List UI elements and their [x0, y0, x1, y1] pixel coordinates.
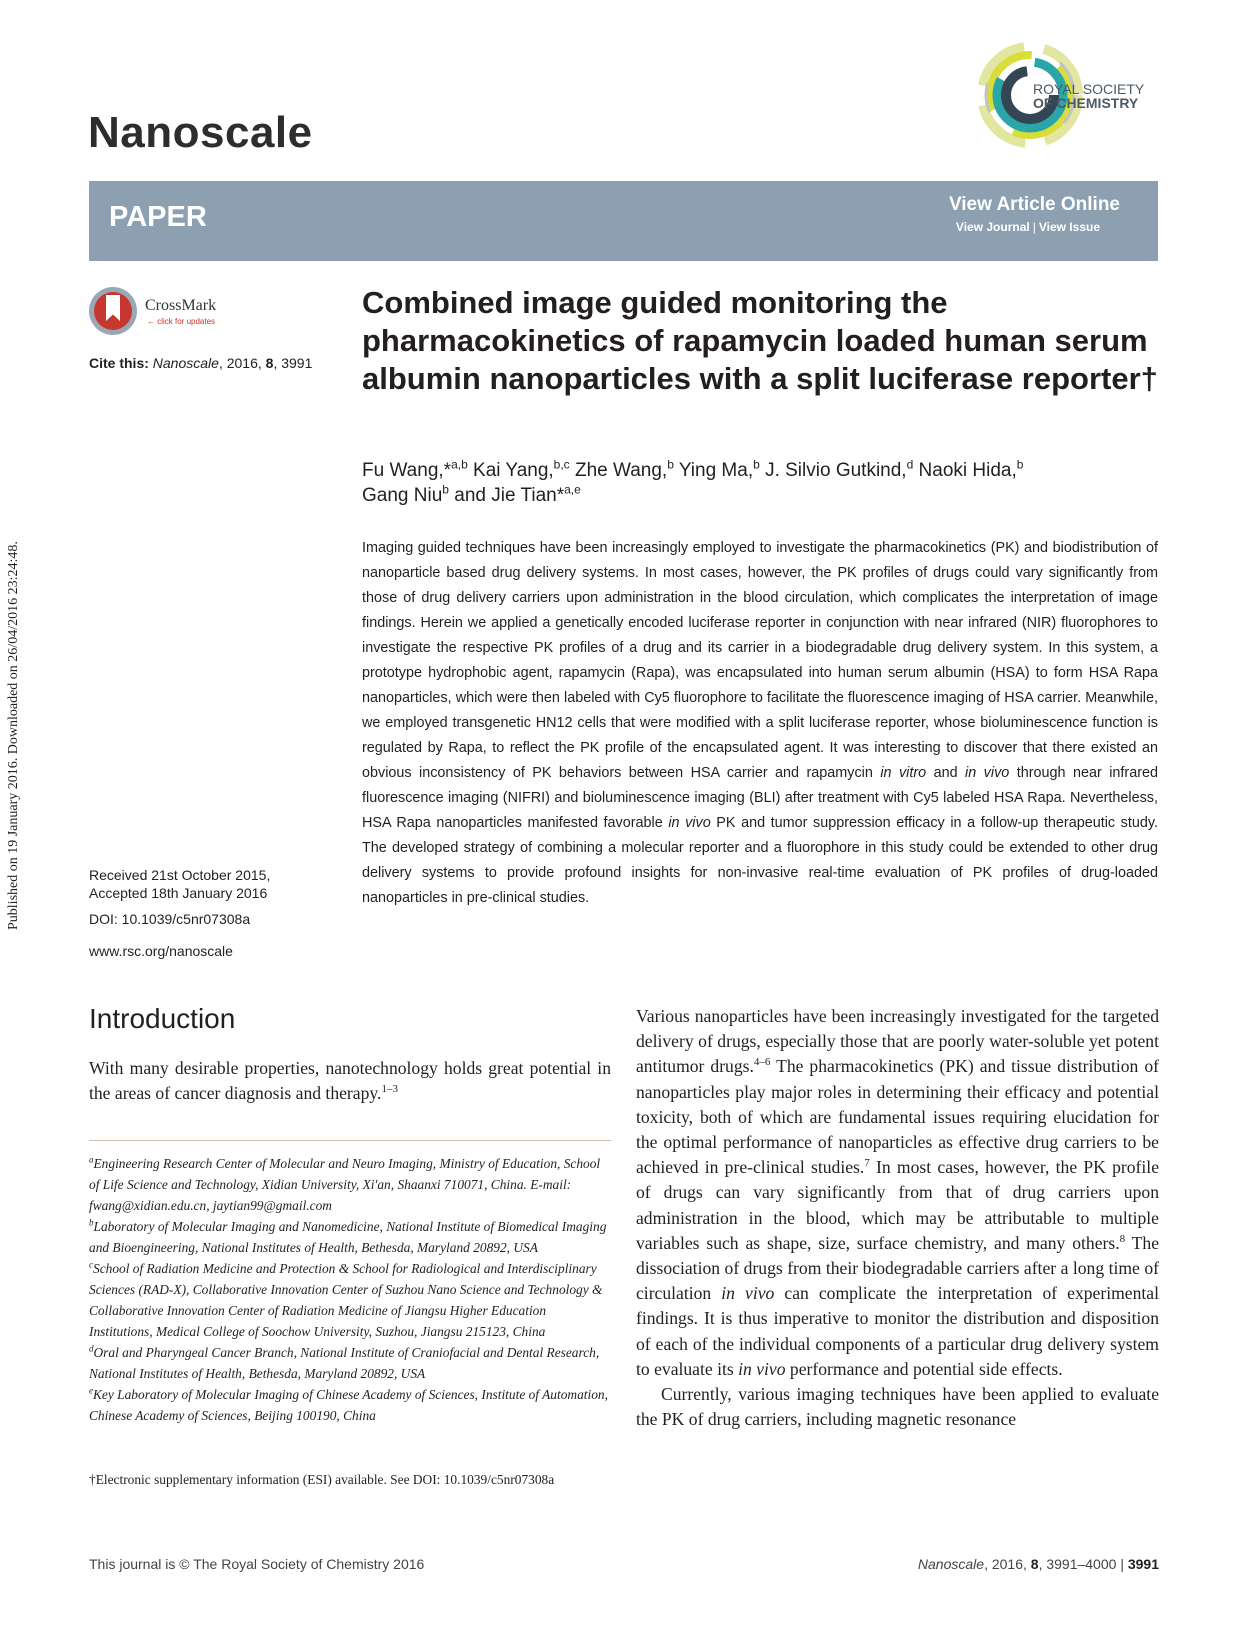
view-article-online-link[interactable]: View Article Online [948, 194, 1120, 215]
received-accepted [89, 866, 270, 902]
crossmark-badge[interactable] [89, 287, 229, 339]
introduction-heading: Introduction [89, 1003, 236, 1034]
rsc-wordmark [1033, 82, 1144, 110]
author: J. Silvio Gutkind, [765, 460, 907, 481]
author: Kai Yang, [473, 460, 554, 481]
doi[interactable]: DOI: 10.1039/c5nr07308a [89, 911, 251, 927]
received-date: Received 21st October 2015, [89, 867, 271, 883]
link-separator: | [1032, 220, 1036, 234]
affiliation-c: $^c$School of Radiation Medicine and Protection & School for Radiological and Interdisciplinary Sciences (RAD-X), Collaborative Innovation Center of Suzhou Nano Science and Technology & Collaborative Innovation Center of Radiation Medicine of Jiangsu Higher Education Institutions, Medical College of Soochow University, Suzhou, Jiangsu 215123, China [89, 1259, 603, 1339]
rsc-logo[interactable] [975, 40, 1175, 150]
author-list: Fu Wang,*$^{a,b}$ Kai Yang,$^{b,c}$ Zhe Wang,$^b$ Ying Ma,$^b$ J. Silvio Gutkind,$^d$ Naoki Hida,$^b$ Gang Niu$^b$ and Jie Tian*$^{a,e}$ [362, 457, 1024, 506]
cite-this: Cite this: Nanoscale, 2016, 8, 3991 [89, 355, 313, 371]
author: Naoki Hida, [918, 460, 1017, 481]
body-paragraph: Currently, various imaging techniques have been applied to evaluate the PK of drug carriers, including magnetic resonance [636, 1384, 1159, 1430]
footnote-divider [89, 1140, 611, 1141]
crossmark-sub: ← click for updates [147, 317, 216, 326]
section-label: PAPER [109, 201, 207, 233]
author: and Jie Tian* [454, 485, 565, 506]
footer-citation: Nanoscale, 2016, 8, 3991–4000 | 3991 [917, 1556, 1159, 1572]
view-issue-link[interactable]: View Issue [1038, 220, 1100, 234]
affiliation-d: $^d$Oral and Pharyngeal Cancer Branch, National Institute of Craniofacial and Dental Research, National Institutes of Health, Bethesda, Maryland 20892, USA [89, 1343, 600, 1381]
journal-title: Nanoscale [88, 108, 313, 157]
author: Zhe Wang, [574, 460, 668, 481]
publication-side-note: Published on 19 January 2016. Downloaded on 26/04/2016 23:24:48. [6, 541, 21, 930]
body-paragraph: Various nanoparticles have been increasingly investigated for the targeted delivery of drugs, especially those that are poorly water-soluble yet potent antitumor drugs.$^{4-6}$ The pharmacokinetics (PK) and tissue distribution of nanoparticles play major roles in determining their efficacy and potential toxicity, both of which are fundamental issues requiring elucidation for the optimal performance of nanoparticles as effective drug carriers to be achieved in pre-clinical studies.$^7$ In most cases, however, the PK profile of drugs can vary significantly from that of drug carriers upon administration in the blood, which may be attributable to multiple variables such as shape, size, surface chemistry, and many others.$^8$ The dissociation of drugs from their biodegradable carriers after a long time of circulation in vivo can complicate the interpretation of experimental findings. It is thus imperative to monitor the distribution and disposition of each of the individual components of a particular drug delivery system to evaluate its in vivo performance and potential side effects. [636, 1006, 1159, 1379]
affiliations [89, 1153, 611, 1426]
page-number: 3991 [1127, 1556, 1159, 1572]
crossmark-label: CrossMark [145, 297, 217, 314]
footer-separator: | [1120, 1556, 1124, 1572]
accepted-date: Accepted 18th January 2016 [89, 885, 268, 901]
view-journal-link[interactable]: View Journal [955, 220, 1030, 234]
affiliation-b: $^b$Laboratory of Molecular Imaging and Nanomedicine, National Institute of Biomedical Imaging and Bioengineering, National Institutes of Health, Bethesda, Maryland 20892, USA [89, 1217, 607, 1255]
journal-website-link[interactable]: www.rsc.org/nanoscale [89, 943, 233, 959]
rsc-line1: ROYAL SOCIETY [1033, 81, 1145, 97]
abstract: Imaging guided techniques have been increasingly employed to investigate the pharmacokinetics (PK) and biodistribution of nanoparticle based drug delivery systems. In most cases, however, the PK profiles of drugs could vary significantly from those of drug delivery carriers upon administration in the blood circulation, which complicates the interpretation of image findings. Herein we applied a genetically encoded luciferase reporter in conjunction with near infrared (NIR) fluorophores to investigate the respective PK profiles of a drug and its carrier in a biodegradable drug delivery system. In this system, a prototype hydrophobic agent, rapamycin (Rapa), was encapsulated into human serum albumin (HSA) to form HSA Rapa nanoparticles, which were then labeled with Cy5 fluorophore to facilitate the fluorescence imaging of HSA carrier. Meanwhile, we employed transgenetic HN12 cells that were modified with a split luciferase reporter, whose bioluminescence function is regulated by Rapa, to reflect the PK profile of the encapsulated agent. It was interesting to discover that there existed an obvious inconsistency of PK behaviors between HSA carrier and rapamycin in vitro and in vivo through near infrared fluorescence imaging (NIFRI) and bioluminescence imaging (BLI) after treatment with Cy5 labeled HSA Rapa. Nevertheless, HSA Rapa nanoparticles manifested favorable in vivo PK and tumor suppression efficacy in a follow-up therapeutic study. The developed strategy of combining a molecular reporter and a fluorophore in this study could be extended to other drug delivery systems to provide profound insights for non-invasive real-time evaluation of PK profiles of drug-loaded nanoparticles in pre-clinical studies. [362, 540, 1159, 906]
esi-note: †Electronic supplementary information (ESI) available. See DOI: 10.1039/c5nr07308a [89, 1472, 555, 1487]
rsc-line2: OF CHEMISTRY [1033, 95, 1139, 111]
author: Gang Niu [362, 485, 443, 506]
affiliation-a: $^a$Engineering Research Center of Molecular and Neuro Imaging, Ministry of Education, School of Life Science and Technology, Xidian University, Xi'an, Shaanxi 710071, China. E-mail: fwang@xidian.edu.cn, jaytian99@gmail.com [89, 1154, 601, 1213]
right-column [636, 1004, 1159, 1432]
footer-copyright: This journal is © The Royal Society of Chemistry 2016 [89, 1556, 425, 1572]
author: Fu Wang,* [362, 460, 452, 481]
introduction-paragraph: With many desirable properties, nanotechnology holds great potential in the areas of cancer diagnosis and therapy.$^{1-3}$ [89, 1058, 611, 1104]
article-title: Combined image guided monitoring the pharmacokinetics of rapamycin loaded human serum albumin nanoparticles with a split luciferase reporter† [362, 285, 1158, 396]
crossmark-icon [89, 287, 137, 335]
header-band [89, 181, 1158, 261]
author: Ying Ma, [678, 460, 754, 481]
affiliation-e: $^e$Key Laboratory of Molecular Imaging of Chinese Academy of Sciences, Institute of Automation, Chinese Academy of Sciences, Beijing 100190, China [89, 1385, 608, 1423]
view-links [956, 220, 1100, 234]
